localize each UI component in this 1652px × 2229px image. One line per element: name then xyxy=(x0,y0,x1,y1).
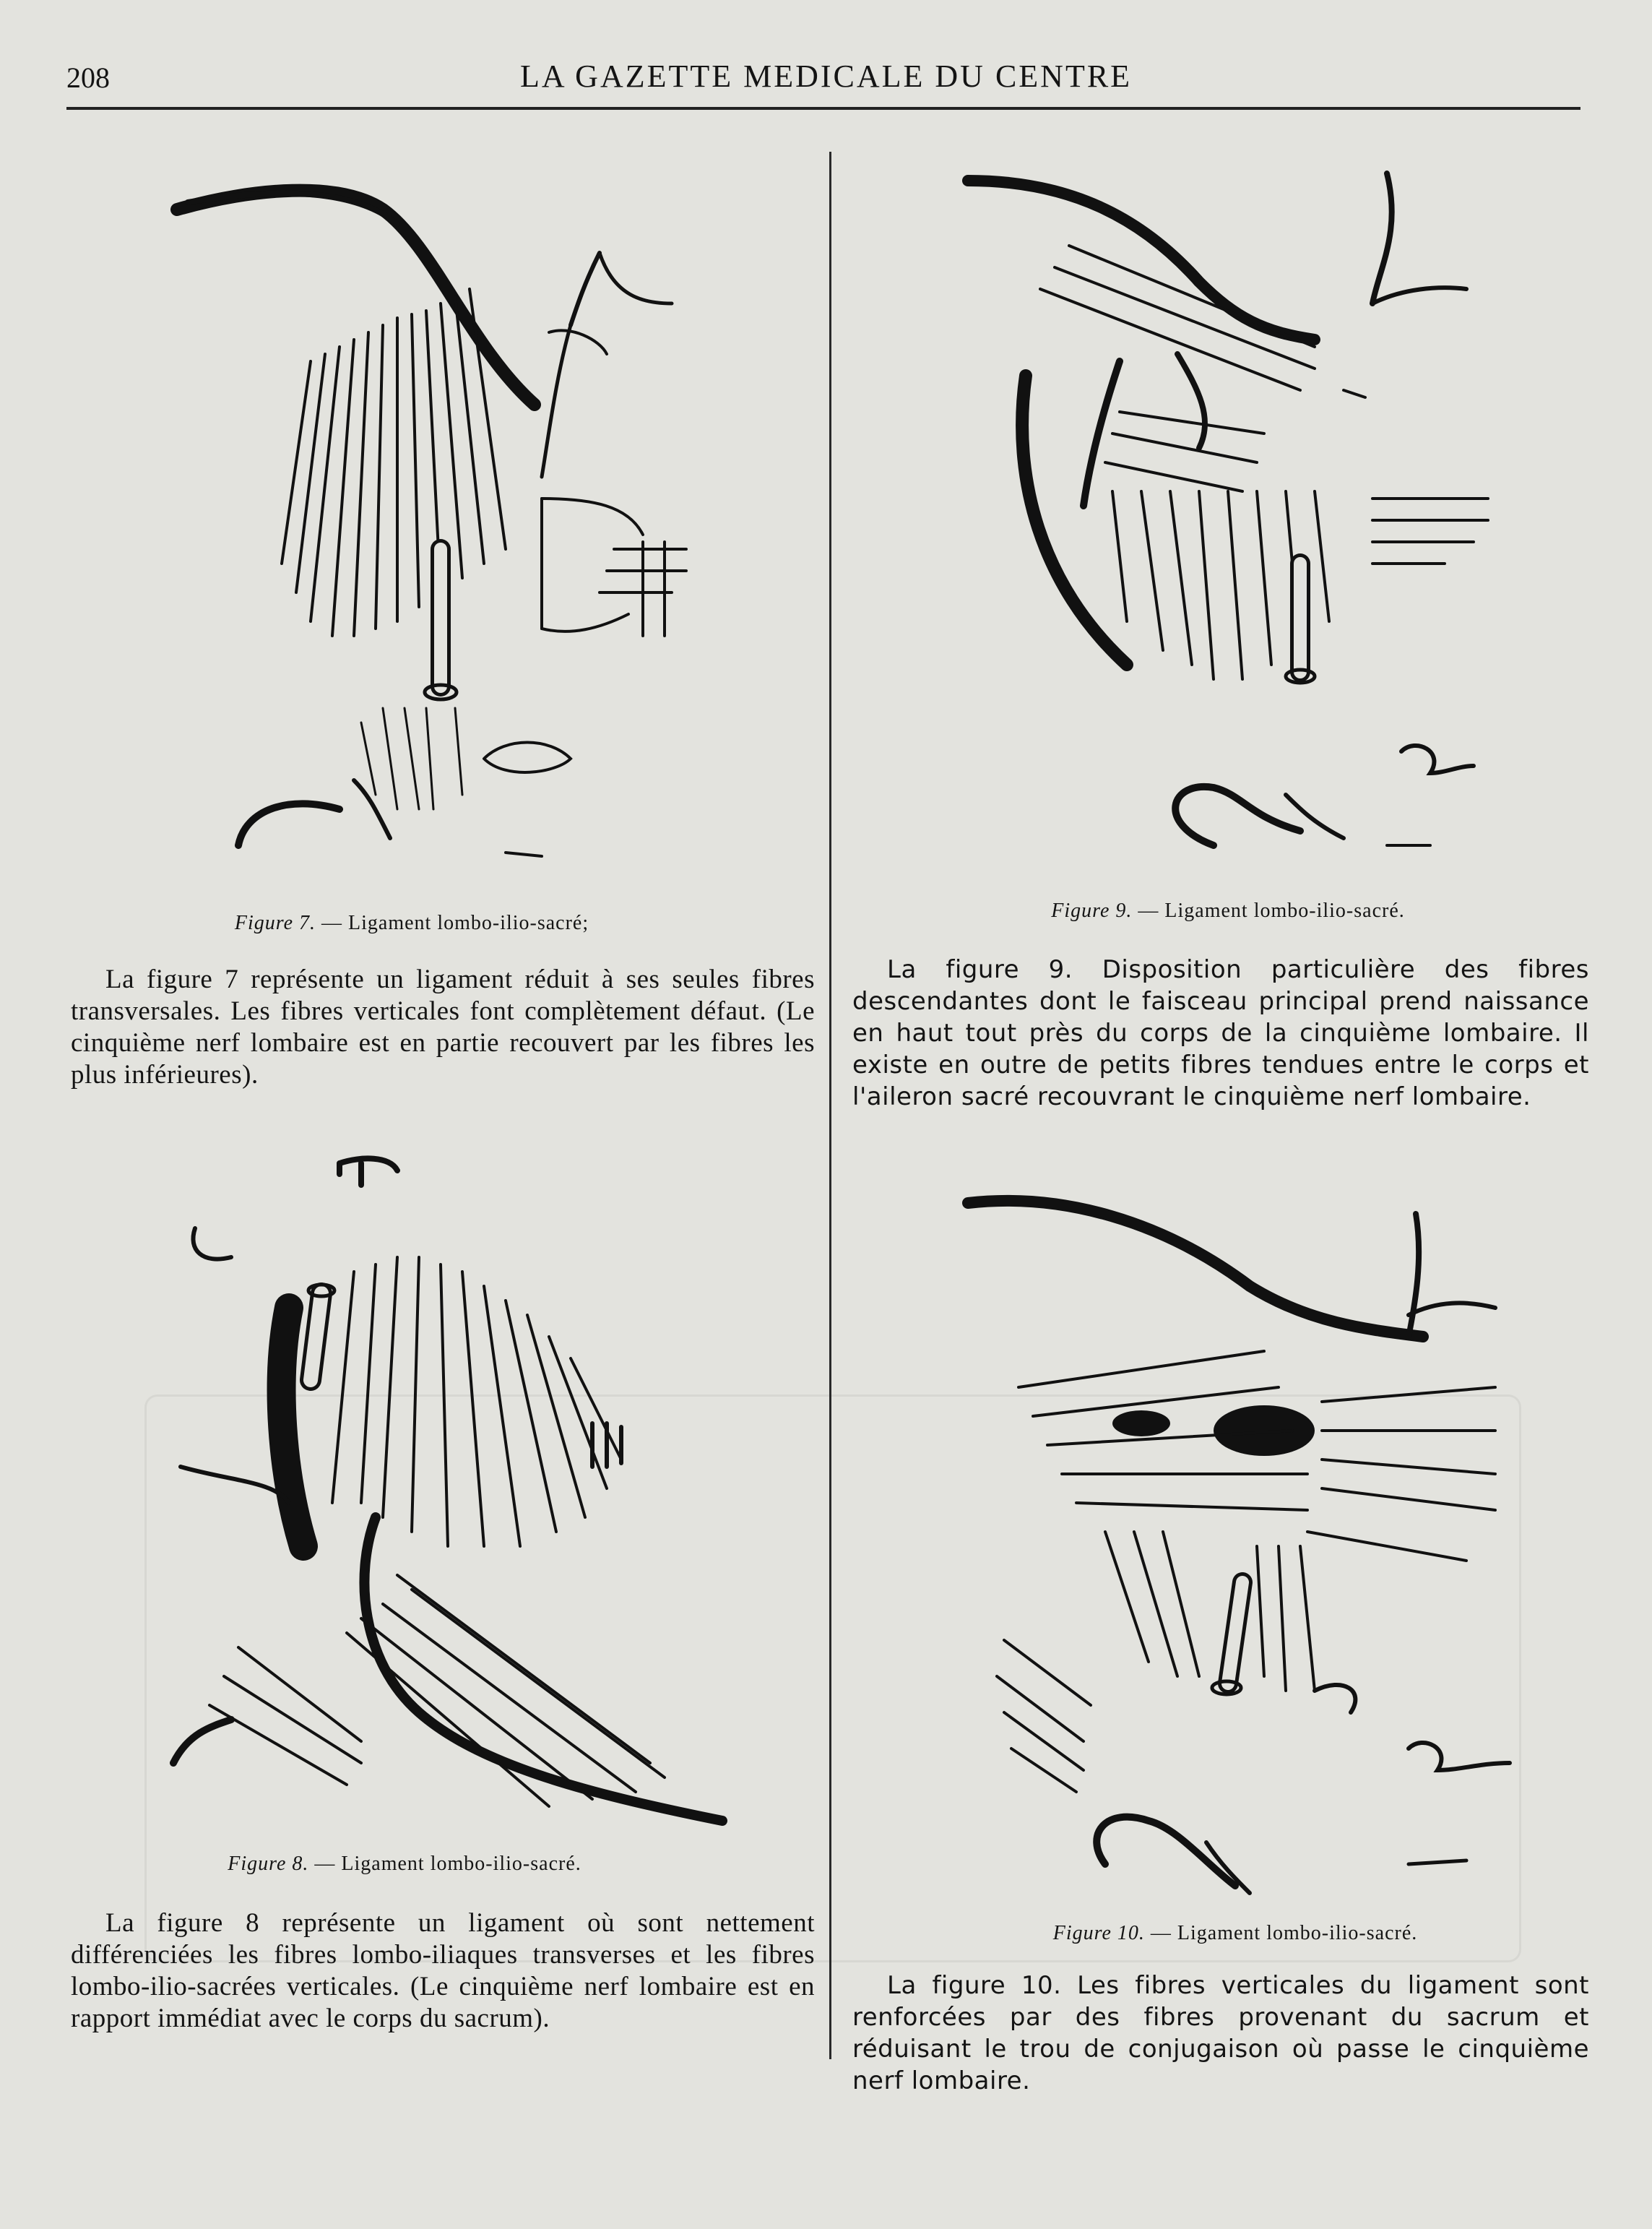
column-divider xyxy=(829,152,831,2059)
figure-10-label: Figure 10. xyxy=(1052,1922,1145,1944)
page-number: 208 xyxy=(66,61,110,94)
figure-8-caption xyxy=(87,1853,722,1876)
figure-9-illustration xyxy=(939,159,1517,874)
figure-10-illustration xyxy=(961,1170,1524,1915)
running-head: LA GAZETTE MEDICALE DU CENTRE xyxy=(519,59,1133,94)
figure-8-caption-text: — Ligament lombo-ilio-sacré. xyxy=(308,1853,581,1875)
figure-10-caption-text: — Ligament lombo-ilio-sacré. xyxy=(1144,1922,1418,1944)
figure-10-paragraph: La figure 10. Les fibres verticales du ligament sont renforcées par des fibres provenant du sacrum et réduisant le trou de conjugaison où passe le cinquième nerf lombaire. xyxy=(852,1971,1589,2095)
figure-8-label: Figure 8. xyxy=(228,1853,309,1875)
figure-7-paragraph: La figure 7 représente un ligament réduit à ses seules fibres transversales. Les fibres verticales font complètement défaut. (Le cinquième nerf lombaire est en partie recouvert par les fibres les plus inférieures). xyxy=(71,965,815,1090)
figure-9-caption-text: — Ligament lombo-ilio-sacré. xyxy=(1132,900,1405,922)
figure-7-label: Figure 7. xyxy=(234,912,316,934)
figure-7-illustration xyxy=(166,159,715,881)
figure-8-illustration xyxy=(144,1142,766,1850)
figure-7-caption xyxy=(94,912,730,935)
figure-7-caption-text: — Ligament lombo-ilio-sacré; xyxy=(316,912,589,934)
figure-8-paragraph: La figure 8 représente un ligament où sont nettement différenciées les fibres lombo-iliaques transverses et les fibres lombo-ilio-sacrées verticales. (Le cinquième nerf lombaire est en rapport immédiat avec le corps du sacrum). xyxy=(71,1908,815,2033)
figure-9-paragraph: La figure 9. Disposition particulière des fibres descendantes dont le faisceau principal prend naissance en haut tout près du corps de la cinquième lombaire. Il existe en outre de petits fibres tendues entre le corps et l'aileron sacré recouvrant le cinquième nerf lombaire. xyxy=(852,955,1589,1111)
figure-10-caption xyxy=(917,1922,1553,1945)
header-rule xyxy=(66,107,1580,110)
figure-9-label: Figure 9. xyxy=(1051,900,1133,922)
figure-9-caption xyxy=(910,900,1546,923)
